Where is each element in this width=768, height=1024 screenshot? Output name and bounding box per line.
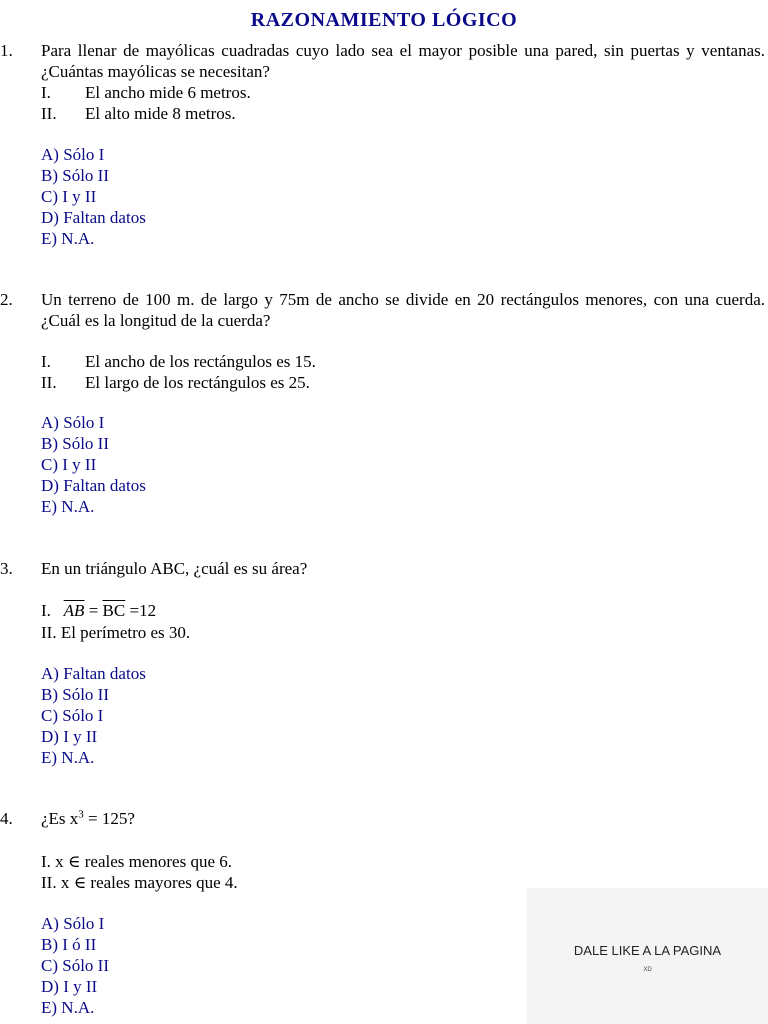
option-d: D) Faltan datos	[41, 208, 146, 227]
equals-sign: =	[88, 601, 99, 620]
option-b: B) Sólo II	[41, 166, 109, 185]
statement-text: El ancho mide 6 metros.	[85, 83, 251, 102]
segment-ab: $\overline{AB}$	[63, 601, 85, 620]
option-c: C) Sólo II	[41, 956, 109, 975]
statement-numeral: II.	[41, 373, 57, 392]
statement-2	[41, 103, 236, 124]
statement-2: II. El perímetro es 30.	[41, 623, 191, 642]
statement-1	[41, 82, 251, 103]
option-e: E) N.A.	[41, 998, 95, 1017]
option-a: A) Faltan datos	[41, 664, 146, 683]
statement-2: II. x ∈ reales mayores que 4.	[41, 873, 238, 892]
exponent: 3	[78, 808, 84, 821]
statement-1	[41, 351, 316, 372]
question-text: Un terreno de 100 m. de largo y 75m de ancho se divide en 20 rectángulos menores, con una cuerda. ¿Cuál es la longitud de la cuerda?	[41, 290, 765, 330]
statement-numeral: I.	[41, 601, 51, 620]
statement-numeral: I.	[41, 352, 51, 371]
question-suffix: = 125?	[83, 809, 135, 828]
option-e: E) N.A.	[41, 497, 95, 516]
statement-numeral: II.	[41, 104, 57, 123]
segment-bc: $\overline{BC}$	[102, 601, 126, 620]
question-prefix: ¿Es x	[41, 809, 79, 828]
question-text	[41, 808, 765, 829]
question-number: 4.	[0, 809, 13, 828]
page-title: RAZONAMIENTO LÓGICO	[250, 9, 518, 31]
option-c: C) I y II	[41, 187, 97, 206]
option-e: E) N.A.	[41, 748, 95, 767]
option-d: D) I y II	[41, 727, 98, 746]
option-c: C) Sólo I	[41, 706, 104, 725]
statement-text: El ancho de los rectángulos es 15.	[85, 352, 316, 371]
statement-text: El largo de los rectángulos es 25.	[85, 373, 310, 392]
option-a: A) Sólo I	[41, 914, 105, 933]
question-number: 3.	[0, 559, 13, 578]
statement-text: El alto mide 8 metros.	[85, 104, 236, 123]
question-number: 2.	[0, 290, 13, 309]
statement-2	[41, 372, 310, 393]
statement-1	[41, 600, 156, 621]
statement-1: I. x ∈ reales menores que 6.	[41, 852, 233, 871]
question-text: Para llenar de mayólicas cuadradas cuyo lado sea el mayor posible una pared, sin puertas y ventanas. ¿Cuántas mayólicas se necesitan?	[41, 41, 765, 81]
option-a: A) Sólo I	[41, 145, 105, 164]
question-text: En un triángulo ABC, ¿cuál es su área?	[41, 559, 308, 578]
option-b: B) Sólo II	[41, 434, 109, 453]
option-e: E) N.A.	[41, 229, 95, 248]
promo-subtext: XD	[643, 967, 652, 973]
option-d: D) I y II	[41, 977, 98, 996]
segment-value: =12	[129, 601, 157, 620]
promo-text: DALE LIKE A LA PAGINA	[573, 943, 722, 958]
option-d: D) Faltan datos	[41, 476, 146, 495]
option-a: A) Sólo I	[41, 413, 105, 432]
statement-numeral: I.	[41, 83, 51, 102]
option-c: C) I y II	[41, 455, 97, 474]
question-number: 1.	[0, 41, 13, 60]
option-b: B) Sólo II	[41, 685, 109, 704]
promo-banner	[527, 888, 768, 1024]
option-b: B) I ó II	[41, 935, 97, 954]
